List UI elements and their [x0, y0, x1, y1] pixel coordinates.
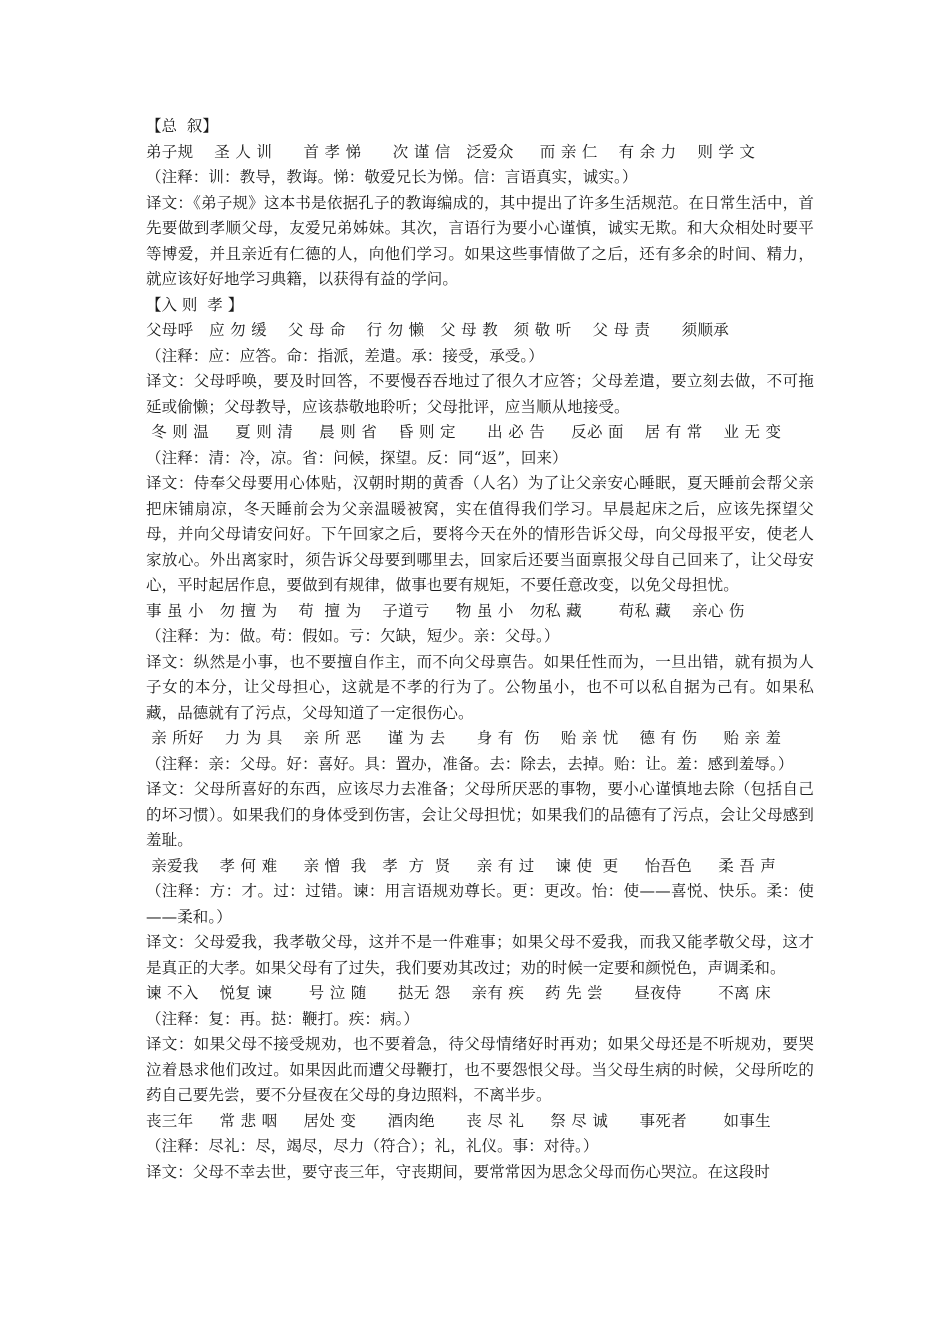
section-heading: 【总 叙】	[146, 117, 218, 135]
verse-line: 丧三年 常 悲 咽 居处 变 酒肉绝 丧 尽 礼 祭 尽 诚 事死者 如事生	[146, 1111, 771, 1130]
translation-paragraph: 译文：父母呼唤，要及时回答，不要慢吞吞地过了很久才应答；父母差遣，要立刻去做，不可拖延或偷懒；父母教导，应该恭敬地聆听；父母批评，应当顺从地接受。	[146, 372, 814, 416]
verse-line: 亲爱我 孝 何 难 亲 憎 我 孝 方 贤 亲 有 过 谏 使 更 怡吾色 柔 吾 声	[146, 856, 777, 875]
translation-paragraph: 译文：《弟子规》这本书是依据孔子的教诲编成的，其中提出了许多生活规范。在日常生活中，首先要做到孝顺父母，友爱兄弟姊妹。其次，言语行为要小心谨慎，诚实无欺。和大众相处时要平等博爱，并且亲近有仁德的人，向他们学习。如果这些事情做了之后，还有多余的时间、精力，就应该好好地学习典籍，以获得有益的学问。	[146, 193, 814, 288]
verse-line: 冬 则 温 夏 则 清 晨 则 省 昏 则 定 出 必 告 反必 面 居 有 常 业 无 变	[146, 423, 782, 441]
verse-line: 事 虽 小 勿 擅 为 苟 擅 为 子道亏 物 虽 小 勿私 藏 苟私 藏 亲心 伤	[146, 601, 745, 620]
translation-paragraph: 译文：父母所喜好的东西，应该尽力去准备；父母所厌恶的事物，要小心谨慎地去除（包括自己的坏习惯）。如果我们的身体受到伤害，会让父母担忧；如果我们的品德有了污点，会让父母感到羞耻。	[146, 780, 814, 849]
section-heading: 【入 则 孝 】	[146, 295, 244, 314]
translation-paragraph: 译文：如果父母不接受规劝，也不要着急，待父母情绪好时再劝；如果父母还是不听规劝，要哭泣着恳求他们改过。如果因此而遭父母鞭打，也不要怨恨父母。当父母生病的时候，父母所吃的药自己要先尝，要不分昼夜在父母的身边照料，不离半步。	[146, 1035, 814, 1104]
annotation-note: （注释：训：教导，教诲。悌：敬爱兄长为悌。信：言语真实，诚实。）	[146, 168, 638, 186]
annotation-note: （注释：应：应答。命：指派，差遣。承：接受，承受。）	[146, 346, 544, 365]
annotation-note: （注释：为：做。苟：假如。亏：欠缺，短少。亲：父母。）	[146, 627, 560, 645]
translation-paragraph: 译文：侍奉父母要用心体贴，汉朝时期的黄香（人名）为了让父亲安心睡眠，夏天睡前会帮父亲把床铺扇凉，冬天睡前会为父亲温暖被窝，实在值得我们学习。早晨起床之后，应该先探望父母，并向父母请安问好。下午回家之后，要将今天在外的情形告诉父母，向父母报平安，使老人家放心。外出离家时，须告诉父母要到哪里去，回家后还要当面禀报父母自己回来了，让父母安心，平时起居作息，要做到有规律，做事也要有规矩，不要任意改变，以免父母担忧。	[146, 474, 814, 594]
verse-line: 亲 所好 力 为 具 亲 所 恶 谨 为 去 身 有 伤 贻 亲 忧 德 有 伤 贻 亲 羞	[146, 729, 782, 747]
verse-line: 父母呼 应 勿 缓 父 母 命 行 勿 懒 父 母 教 须 敬 听 父 母 责 须顺承	[146, 321, 730, 339]
translation-paragraph: 译文：纵然是小事，也不要擅自作主，而不向父母禀告。如果任性而为，一旦出错，就有损为人子女的本分，让父母担心，这就是不孝的行为了。公物虽小，也不可以私自据为己有。如果私藏，品德就有了污点，父母知道了一定很伤心。	[146, 652, 814, 722]
translation-paragraph: 译文：父母不幸去世，要守丧三年，守丧期间，要常常因为思念父母而伤心哭泣。在这段时	[146, 1162, 771, 1181]
verse-line: 谏 不入 悦复 谏 号 泣 随 挞无 怨 亲有 疾 药 先 尝 昼夜侍 不离 床	[146, 984, 771, 1002]
annotation-note: （注释：方：才。过：过错。谏：用言语规劝尊长。更：更改。怡：使——喜悦、快乐。柔：使——柔和。）	[146, 882, 814, 926]
annotation-note: （注释：清：冷，凉。省：问候，探望。反：同“返”，回来）	[146, 448, 568, 467]
translation-paragraph: 译文：父母爱我，我孝敬父母，这并不是一件难事；如果父母不爱我，而我又能孝敬父母，这才是真正的大孝。如果父母有了过失，我们要劝其改过；劝的时候一定要和颜悦色，声调柔和。	[146, 933, 814, 977]
document-page	[146, 114, 814, 1185]
annotation-note: （注释：亲：父母。好：喜好。具：置办，准备。去：除去，去掉。贻：让。羞：感到羞辱。）	[146, 754, 794, 773]
annotation-note: （注释：复：再。挞：鞭打。疾：病。）	[146, 1009, 420, 1028]
verse-line: 弟子规 圣 人 训 首 孝 悌 次 谨 信 泛爱众 而 亲 仁 有 余 力 则 学 文	[146, 142, 756, 161]
annotation-note: （注释：尽礼：尽，竭尽，尽力（符合）；礼，礼仪。事：对待。）	[146, 1137, 599, 1155]
